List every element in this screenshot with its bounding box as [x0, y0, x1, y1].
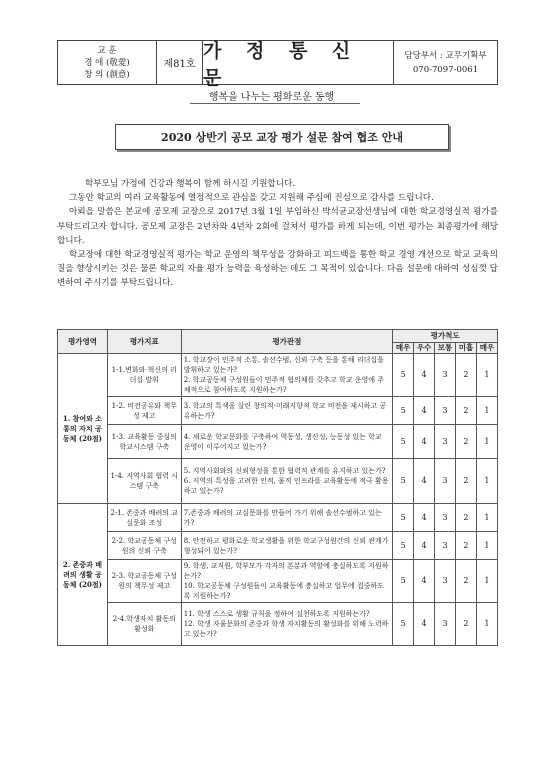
score-4[interactable]: 4 [414, 425, 435, 459]
score-3[interactable]: 3 [435, 397, 456, 425]
indicator-cell: 2-3. 학교공동체 구성원의 책무성 제고 [107, 560, 181, 603]
department-phone: 070-7097-0061 [412, 64, 479, 75]
viewpoint-item: 4. 새로운 학교문화를 구축하여 역동성, 생산성, 능동성 있는 학교 운영이 이루어지고 있는가? [183, 432, 382, 451]
table-row [58, 354, 498, 397]
score-5[interactable]: 5 [393, 354, 414, 397]
table-row [58, 560, 498, 603]
score-1[interactable]: 1 [476, 354, 497, 397]
score-3[interactable]: 3 [435, 504, 456, 532]
viewpoint-cell [181, 532, 392, 560]
score-5[interactable]: 5 [393, 397, 414, 425]
header-viewpoint: 평가관점 [181, 330, 392, 354]
table-row [58, 532, 498, 560]
indicator-cell: 1-2. 비전공유와 책무성 제고 [107, 397, 181, 425]
score-3[interactable]: 3 [435, 425, 456, 459]
score-1[interactable]: 1 [476, 397, 497, 425]
header-area: 평가영역 [58, 330, 108, 354]
table-row [58, 603, 498, 646]
score-2[interactable]: 2 [456, 560, 477, 603]
score-5[interactable]: 5 [393, 560, 414, 603]
area-cell: 1. 참여와 소통의 자치 공동체 (20점) [58, 354, 108, 504]
score-1[interactable]: 1 [476, 560, 497, 603]
viewpoint-cell [181, 459, 392, 504]
table-row [58, 397, 498, 425]
letter-body [57, 177, 498, 291]
scale-poor: 미흡 [456, 343, 477, 354]
viewpoint-item: 5. 지역사회와의 신뢰형성을 통한 협력적 관계를 유지하고 있는가? [183, 467, 386, 475]
score-4[interactable]: 4 [414, 560, 435, 603]
issue-number: 제81호 [157, 41, 203, 84]
purpose-paragraph: 학교장에 대한 학교경영실적 평가는 학교 운영의 책무성을 강화하고 피드백을 통한 학교 경영 개선으로 학교 교육의 질을 향상시키는 것은 물론 학교의 자율 평가 능력을 육성하는 데도 그 목적이 있습니다. 다음 설문에 대하여 성심껏 답변하여 주시기를 부탁드립니다. [57, 250, 498, 289]
score-5[interactable]: 5 [393, 532, 414, 560]
score-3[interactable]: 3 [435, 354, 456, 397]
slogan-underline [190, 103, 360, 104]
motto-line-1: 경 애 (敬愛) [84, 57, 130, 68]
indicator-cell: 2-1. 존중과 배려의 교실문화 조성 [107, 504, 181, 532]
score-1[interactable]: 1 [476, 603, 497, 646]
score-2[interactable]: 2 [456, 603, 477, 646]
scale-very-good: 매우 [393, 343, 414, 354]
viewpoint-item: 6. 지역의 특성을 고려한 인적, 물적 인프라를 교육활동에 적극 활용하고 있는가? [183, 477, 389, 495]
score-4[interactable]: 4 [414, 532, 435, 560]
score-5[interactable]: 5 [393, 504, 414, 532]
viewpoint-item: 7.존중과 배려의 교실문화를 만들어 가기 위해 솔선수범하고 있는가? [183, 508, 382, 527]
indicator-cell: 2-4.학생자치 활동의 활성화 [107, 603, 181, 646]
score-4[interactable]: 4 [414, 354, 435, 397]
motto-label: 교 훈 [97, 45, 117, 56]
viewpoint-cell [181, 504, 392, 532]
score-2[interactable]: 2 [456, 459, 477, 504]
score-1[interactable]: 1 [476, 504, 497, 532]
score-2[interactable]: 2 [456, 397, 477, 425]
score-4[interactable]: 4 [414, 504, 435, 532]
slogan: 행복을 나누는 평화로운 동행 [208, 92, 335, 103]
indicator-cell: 1-4. 지역사회 협력 시스템 구축 [107, 459, 181, 504]
score-5[interactable]: 5 [393, 459, 414, 504]
viewpoint-item: 10. 학교공동체 구성원들이 교육활동에 충실하고 업무에 집중하도록 지원하는가? [183, 582, 385, 600]
score-4[interactable]: 4 [414, 397, 435, 425]
viewpoint-cell [181, 603, 392, 646]
newsletter-title: 가 정 통 신 문 [203, 41, 394, 84]
score-3[interactable]: 3 [435, 532, 456, 560]
newsletter-header [57, 39, 498, 89]
viewpoint-item: 12. 학생 자율문화의 존중과 학생 자치활동의 활성화를 위해 노력하고 있는가? [183, 620, 389, 638]
viewpoint-item: 1. 학교장이 민주적 소통, 솔선수범, 신뢰 구축 등을 통해 리더십을 발휘하고 있는가? [183, 356, 384, 374]
score-3[interactable]: 3 [435, 560, 456, 603]
table-row [58, 425, 498, 459]
evaluation-table [57, 329, 498, 646]
score-5[interactable]: 5 [393, 603, 414, 646]
school-motto [58, 41, 157, 84]
score-2[interactable]: 2 [456, 532, 477, 560]
score-5[interactable]: 5 [393, 425, 414, 459]
viewpoint-item: 11. 학생 스스로 생활 규칙을 정하여 실천하도록 지원하는가? [183, 610, 370, 618]
viewpoint-cell [181, 560, 392, 603]
viewpoint-item: 3. 학교의 특색을 살린 창의적·미래지향적 학교 비전을 제시하고 공유하는가? [183, 401, 387, 420]
indicator-cell: 1-1.변화와 혁신의 리더십 발휘 [107, 354, 181, 397]
table-row [58, 504, 498, 532]
thanks-paragraph: 그동안 학교의 여러 교육활동에 열정적으로 관심을 갖고 지원해 주심에 진심으로 감사를 드립니다. [69, 193, 434, 204]
notice-title-box: 2020 상반기 공모 교장 평가 설문 참여 협조 안내 [115, 124, 449, 150]
table-row [58, 459, 498, 504]
score-4[interactable]: 4 [414, 459, 435, 504]
score-3[interactable]: 3 [435, 459, 456, 504]
scale-good: 우수 [414, 343, 435, 354]
scale-average: 보통 [435, 343, 456, 354]
viewpoint-item: 8. 안전하고 평화로운 학교생활을 위한 학교구성원간의 신뢰 관계가 형성되어 있는가? [183, 536, 389, 555]
department-info [394, 41, 497, 84]
score-4[interactable]: 4 [414, 603, 435, 646]
viewpoint-item: 9. 학생, 교직원, 학부모가 각자의 본분과 역할에 충실하도록 지원하는가? [183, 562, 389, 580]
score-1[interactable]: 1 [476, 459, 497, 504]
score-2[interactable]: 2 [456, 425, 477, 459]
indicator-cell: 2-2. 학교공동체 구성원의 신뢰 구축 [107, 532, 181, 560]
viewpoint-cell [181, 397, 392, 425]
scale-very-poor: 매우 [476, 343, 497, 354]
viewpoint-item: 2. 학교공동체 구성원들이 민주적 협의체를 갖추고 학교 운영에 주체적으로 참여하도록 지원하는가? [183, 376, 385, 394]
viewpoint-cell [181, 354, 392, 397]
viewpoint-cell [181, 425, 392, 459]
score-2[interactable]: 2 [456, 504, 477, 532]
motto-line-2: 창 의 (創意) [84, 69, 130, 80]
indicator-cell: 1-3. 교육활동 중심의 학교시스템 구축 [107, 425, 181, 459]
greeting-paragraph: 학부모님 가정에 건강과 행복이 함께 하시길 기원합니다. [85, 179, 296, 189]
score-1[interactable]: 1 [476, 532, 497, 560]
score-2[interactable]: 2 [456, 354, 477, 397]
department-name: 담당부서 : 교무기획부 [404, 50, 487, 61]
score-1[interactable]: 1 [476, 425, 497, 459]
area-cell: 2. 존중과 배려의 생활 공동체 (20점) [58, 504, 108, 646]
request-paragraph: 아뢰을 말씀은 본교에 공모제 교장으로 2017년 3월 1일 부임하신 박석균교장선생님에 대한 학교경영실적 평가를 부탁드리고자 합니다. 공모제 교장은 2년차와 4년차 2회에 걸쳐서 평가를 하게 되는데, 이번 평가는 최종평가에 해당합니다. [57, 207, 498, 246]
header-scale: 평가척도 [393, 330, 498, 343]
header-indicator: 평가지표 [107, 330, 181, 354]
score-3[interactable]: 3 [435, 603, 456, 646]
